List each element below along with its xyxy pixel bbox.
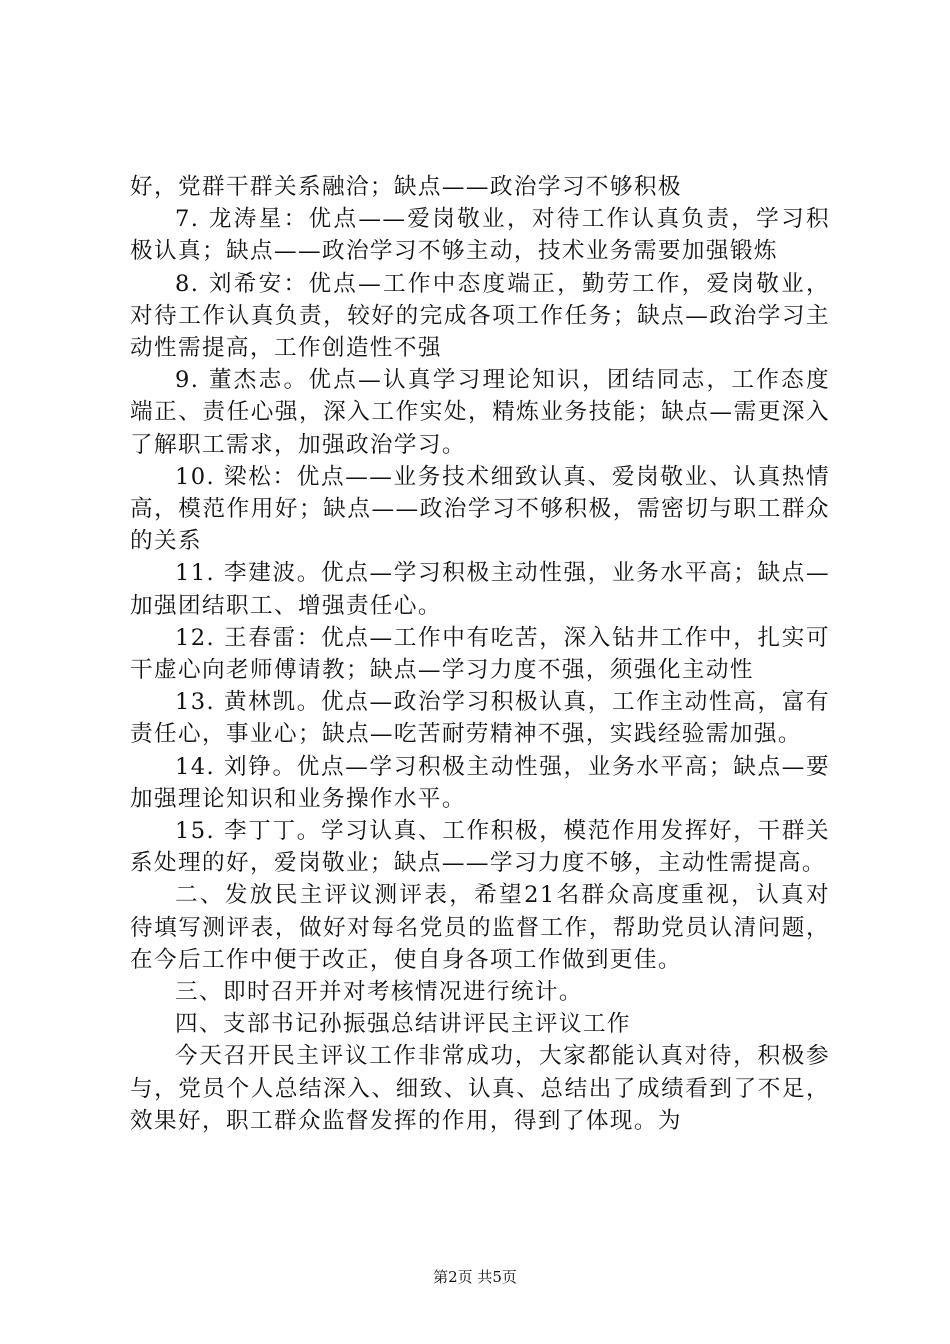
paragraph-section-4: 四、支部书记孙振强总结讲评民主评议工作 [175,1011,631,1038]
document-body [130,171,830,1137]
paragraph-item-15: 15. 李丁丁。学习认真、工作积极，模范作用发挥好，干群关系处理的好，爱岗敬业；缺点——学习力度不够，主动性需提高。 [130,818,830,877]
paragraph-item-14: 14. 刘铮。优点—学习积极主动性强，业务水平高；缺点—要加强理论知识和业务操作水平。 [130,753,830,812]
paragraph-continuation: 好，党群干群关系融洽；缺点——政治学习不够积极 [130,174,682,200]
paragraph-section-2: 二、发放民主评议测评表，希望21名群众高度重视，认真对待填写测评表，做好对每名党员的监督工作，帮助党员认清问题，在今后工作中便于改正，使自身各项工作做到更佳。 [130,882,830,973]
paragraph-summary: 今天召开民主评议工作非常成功，大家都能认真对待，积极参与，党员个人总结深入、细致、认真、总结出了成绩看到了不足，效果好，职工群众监督发挥的作用，得到了体现。为 [130,1043,830,1134]
paragraph-item-10: 10. 梁松：优点——业务技术细致认真、爱岗敬业、认真热情高，模范作用好；缺点——政治学习不够积极，需密切与职工群众的关系 [130,463,830,555]
page-number-label: 第2页 共5页 [433,1268,517,1286]
paragraph-item-12: 12. 王春雷：优点—工作中有吃苦，深入钻井工作中，扎实可干虚心向老师傅请教；缺点—学习力度不强，须强化主动性 [130,624,830,684]
paragraph-item-13: 13. 黄林凯。优点—政治学习积极认真，工作主动性高，富有责任心，事业心；缺点—吃苦耐劳精神不强，实践经验需加强。 [130,689,830,748]
paragraph-item-8: 8. 刘希安：优点—工作中态度端正，勤劳工作，爱岗敬业，对待工作认真负责，较好的完成各项工作任务；缺点—政治学习主动性需提高，工作创造性不强 [130,270,830,362]
paragraph-section-3: 三、即时召开并对考核情况进行统计。 [175,979,583,1006]
page-footer [0,1267,950,1287]
paragraph-item-9: 9. 董杰志。优点—认真学习理论知识，团结同志，工作态度端正、责任心强，深入工作实处，精炼业务技能；缺点—需更深入了解职工需求，加强政治学习。 [130,367,830,458]
paragraph-item-7: 7. 龙涛星：优点——爱岗敬业，对待工作认真负责，学习积极认真；缺点——政治学习不够主动，技术业务需要加强锻炼 [130,206,830,265]
paragraph-item-11: 11. 李建波。优点—学习积极主动性强，业务水平高；缺点—加强团结职工、增强责任心。 [130,560,830,619]
